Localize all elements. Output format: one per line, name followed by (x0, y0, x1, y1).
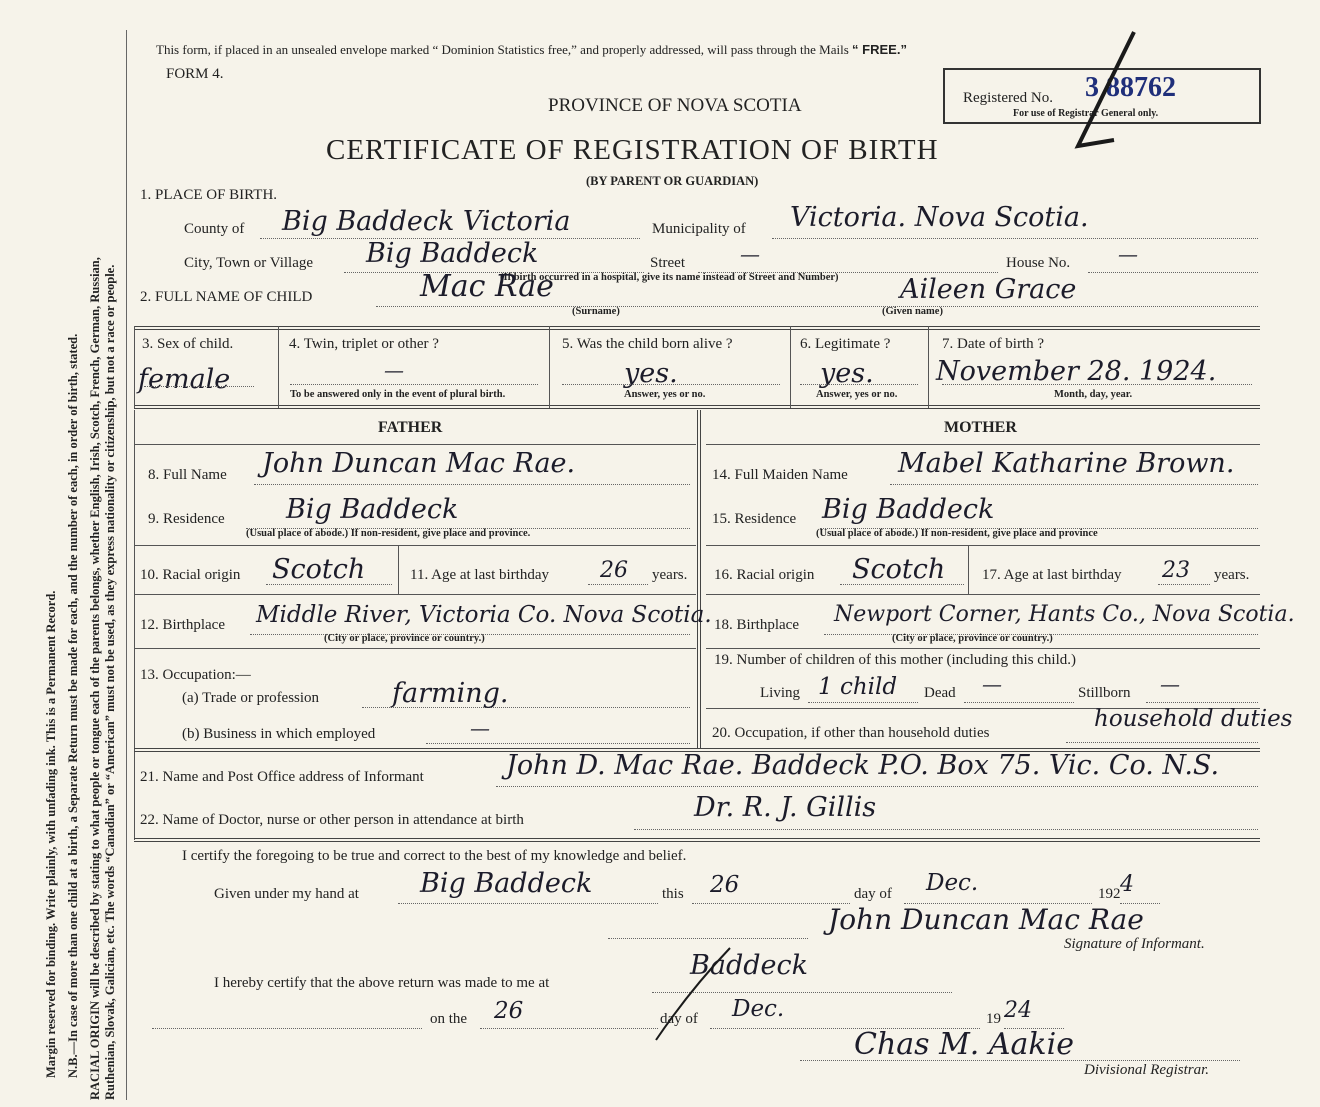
this-day-line (692, 903, 850, 904)
mother-occupation-value: household duties (1094, 706, 1293, 732)
sex-label: 3. Sex of child. (142, 336, 234, 352)
legitimate-value: yes. (820, 358, 874, 389)
given-at-label: Given under my hand at (214, 886, 359, 902)
father-age-value: 26 (600, 558, 628, 583)
side-note-multiple-births: N.B.—In case of more than one child at a birth, a Separate Return must be made for each, and the number of each, in order of birth, stated. (66, 333, 80, 1078)
father-rule-1 (134, 545, 696, 546)
row3-divider-3 (790, 326, 791, 408)
certification-top-rule (134, 838, 1260, 842)
on-the-line (480, 1028, 658, 1029)
given-at-line (398, 903, 658, 904)
city-value: Big Baddeck (366, 238, 539, 269)
mother-age-label: 17. Age at last birthday (982, 567, 1122, 583)
mother-birthplace-label: 18. Birthplace (714, 617, 799, 633)
this-label: this (662, 886, 684, 902)
alive-value: yes. (624, 358, 678, 389)
dead-label: Dead (924, 685, 956, 701)
mother-name-value: Mabel Katharine Brown. (898, 448, 1235, 479)
legitimate-label: 6. Legitimate ? (800, 336, 891, 352)
street-label: Street (650, 255, 685, 271)
mail-note-text: This form, if placed in an unsealed envelope marked “ Dominion Statistics free,” and properly addressed, will pass through the Mails (156, 42, 849, 57)
mother-race-value: Scotch (852, 554, 946, 585)
province-title: PROVINCE OF NOVA SCOTIA (548, 95, 802, 116)
informant-mark-line (608, 938, 808, 939)
full-name-label: 2. FULL NAME OF CHILD (140, 289, 313, 305)
city-label: City, Town or Village (184, 255, 314, 271)
trade-value: farming. (392, 678, 509, 709)
on-the-label: on the (430, 1011, 468, 1027)
mother-residence-value: Big Baddeck (822, 494, 995, 525)
dead-line (964, 702, 1074, 703)
father-name-label: 8. Full Name (148, 467, 227, 483)
living-label: Living (760, 685, 800, 701)
mother-birthplace-note: (City or place, province or country.) (892, 633, 1053, 644)
registered-note: For use of Registrar General only. (1013, 108, 1159, 119)
hospital-note: (If birth occurred in a hospital, give its name instead of Street and Number) (500, 272, 839, 283)
given-at-value: Big Baddeck (420, 868, 593, 899)
mail-note (156, 42, 907, 58)
row3-left-border (134, 326, 135, 408)
certificate-title: CERTIFICATE OF REGISTRATION OF BIRTH (326, 134, 939, 166)
form-number: FORM 4. (166, 66, 224, 82)
year-prefix-2: 19 (986, 1011, 1001, 1027)
row3-divider-2 (549, 326, 550, 408)
alive-label: 5. Was the child born alive ? (562, 336, 733, 352)
mother-occupation-label: 20. Occupation, if other than household duties (712, 725, 990, 741)
dead-value: — (982, 672, 1002, 696)
place-of-birth-label: 1. PLACE OF BIRTH. (140, 187, 278, 203)
divisional-registrar-label: Divisional Registrar. (1084, 1062, 1210, 1078)
lower-left-border (134, 410, 135, 840)
trade-label: (a) Trade or profession (182, 690, 320, 706)
county-value: Big Baddeck Victoria (282, 206, 571, 237)
informant-value: John D. Mac Rae. Baddeck P.O. Box 75. Vic. Co. N.S. (506, 750, 1220, 781)
row3-divider-4 (928, 326, 929, 408)
on-the-lead-line (152, 1028, 422, 1029)
signature-of-informant-label: Signature of Informant. (1064, 936, 1205, 952)
side-note-binding: Margin reserved for binding. Write plainly, with unfading ink. This is a Permanent Record. (44, 590, 58, 1078)
mother-race-label: 16. Racial origin (714, 567, 815, 583)
living-value: 1 child (818, 674, 898, 700)
registrar-check-mark (1060, 28, 1140, 158)
mother-heading: MOTHER (944, 419, 1017, 436)
father-residence-label: 9. Residence (148, 511, 225, 527)
sex-line (144, 386, 254, 387)
doctor-label: 22. Name of Doctor, nurse or other person in attendance at birth (140, 812, 524, 828)
dob-value: November 28. 1924. (936, 356, 1217, 387)
informant-signature: John Duncan Mac Rae (828, 903, 1144, 936)
registrar-signature: Chas M. Aakie (854, 1027, 1074, 1062)
made-at-value: Baddeck (690, 950, 808, 981)
mother-name-label: 14. Full Maiden Name (712, 467, 848, 483)
registrar-signature-line (800, 1060, 1240, 1061)
mother-years-label: years. (1214, 567, 1250, 583)
alive-note: Answer, yes or no. (624, 389, 706, 400)
twin-value: — (384, 358, 404, 382)
mother-residence-note: (Usual place of abode.) If non-resident, give place and province (816, 528, 1098, 539)
father-birthplace-note: (City or place, province or country.) (324, 633, 485, 644)
year-value: 4 (1120, 872, 1134, 897)
father-race-label: 10. Racial origin (140, 567, 241, 583)
sex-value: female (138, 364, 231, 395)
father-name-line (254, 484, 690, 485)
year-prefix: 192 (1098, 886, 1121, 902)
mother-heading-rule (706, 444, 1260, 445)
row3-divider-1 (278, 326, 279, 408)
children-label: 19. Number of children of this mother (including this child.) (714, 652, 1077, 668)
house-value: — (1118, 242, 1138, 266)
living-line (808, 702, 918, 703)
mother-name-line (890, 484, 1258, 485)
certify-statement: I certify the foregoing to be true and correct to the best of my knowledge and belief. (182, 848, 687, 864)
twin-label: 4. Twin, triplet or other ? (289, 336, 439, 352)
registered-number: 3 88762 (1085, 72, 1176, 103)
row3-top-rule (134, 326, 1260, 330)
day-of-label: day of (854, 886, 892, 902)
full-name-line (376, 306, 1258, 307)
father-race-divider (398, 546, 399, 594)
side-note-racial-origin-cont: Ruthenian, Slovak, Galician, etc. The words “Canadian” or “American” must not be used, as they express nationality or citizenship, but not a race or people. (103, 264, 117, 1100)
hereby-label: I hereby certify that the above return was made to me at (214, 975, 550, 991)
father-age-line (588, 584, 648, 585)
father-rule-2 (134, 594, 696, 595)
stillborn-label: Stillborn (1078, 685, 1131, 701)
dob-label: 7. Date of birth ? (942, 336, 1045, 352)
father-heading: FATHER (378, 419, 443, 436)
father-age-label: 11. Age at last birthday (410, 567, 549, 583)
mother-age-value: 23 (1162, 558, 1190, 583)
business-value: — (470, 716, 490, 740)
county-label: County of (184, 221, 245, 237)
doctor-line (634, 829, 1258, 830)
binding-margin-line (126, 30, 127, 1100)
occupation-label: 13. Occupation:— (140, 667, 251, 683)
registrar-pen-stroke (620, 940, 740, 1050)
father-race-value: Scotch (272, 554, 366, 585)
house-label: House No. (1006, 255, 1071, 271)
father-name-value: John Duncan Mac Rae. (262, 448, 576, 479)
row3-bottom-rule (134, 405, 1260, 409)
dob-note: Month, day, year. (1054, 389, 1133, 400)
municipality-value: Victoria. Nova Scotia. (790, 202, 1089, 233)
mother-residence-label: 15. Residence (712, 511, 797, 527)
month-value-2: Dec. (732, 996, 785, 1022)
surname-value: Mac Rae (420, 269, 554, 304)
registered-label: Registered No. (963, 90, 1053, 106)
given-name-value: Aileen Grace (900, 274, 1077, 305)
father-birthplace-value: Middle River, Victoria Co. Nova Scotia. (256, 602, 712, 628)
side-note-racial-origin: RACIAL ORIGIN will be described by stating to what people or tongue each of the parents belongs, whether English, Irish, Scotch, French, German, Russian, (88, 257, 102, 1100)
municipality-line (772, 238, 1258, 239)
parents-divider (697, 410, 701, 748)
mother-occupation-line (1066, 742, 1258, 743)
street-value: — (740, 242, 760, 266)
surname-label: (Surname) (572, 306, 620, 317)
year-value-2: 24 (1004, 998, 1032, 1023)
twin-note: To be answered only in the event of plural birth. (290, 389, 506, 400)
mail-free: “ FREE.” (852, 42, 907, 57)
municipality-label: Municipality of (652, 221, 746, 237)
father-rule-3 (134, 648, 696, 649)
house-line (1088, 272, 1258, 273)
mother-age-line (1158, 584, 1210, 585)
month-value: Dec. (926, 870, 979, 896)
given-name-label: (Given name) (882, 306, 943, 317)
business-label: (b) Business in which employed (182, 726, 376, 742)
mother-rule-1 (706, 545, 1260, 546)
this-day-value: 26 (710, 872, 740, 898)
informant-line (496, 786, 1258, 787)
mother-rule-2 (706, 594, 1260, 595)
father-years-label: years. (652, 567, 688, 583)
stillborn-value: — (1160, 672, 1180, 696)
twin-line (290, 384, 538, 385)
mother-race-divider (968, 546, 969, 594)
mother-rule-3 (706, 648, 1260, 649)
father-birthplace-label: 12. Birthplace (140, 617, 225, 633)
father-residence-value: Big Baddeck (286, 494, 459, 525)
stillborn-line (1146, 702, 1258, 703)
on-the-value: 26 (494, 998, 524, 1024)
day-of-label-2: day of (660, 1011, 698, 1027)
business-line (426, 743, 690, 744)
doctor-value: Dr. R. J. Gillis (694, 792, 877, 823)
mother-birthplace-value: Newport Corner, Hants Co., Nova Scotia. (834, 602, 1295, 627)
father-heading-rule (134, 444, 696, 445)
father-residence-note: (Usual place of abode.) If non-resident, give place and province. (246, 528, 531, 539)
informant-label: 21. Name and Post Office address of Informant (140, 769, 424, 785)
legitimate-note: Answer, yes or no. (816, 389, 898, 400)
certificate-subtitle: (BY PARENT OR GUARDIAN) (586, 174, 759, 188)
